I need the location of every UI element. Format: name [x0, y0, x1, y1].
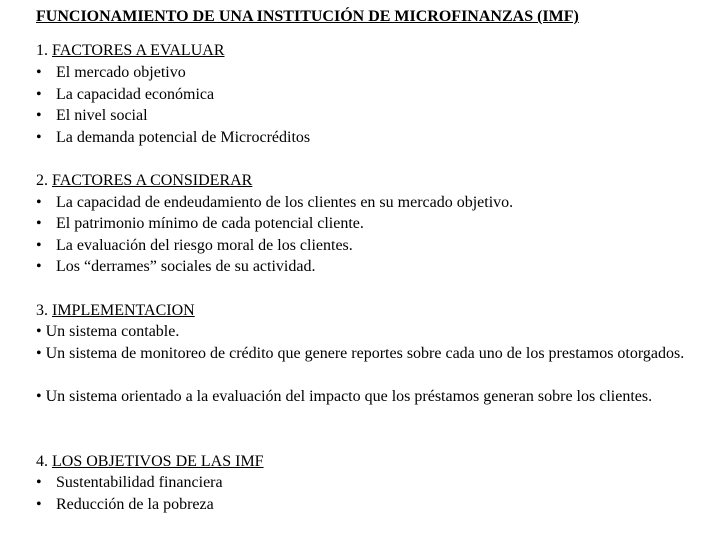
item-text: El patrimonio mínimo de cada potencial cliente.	[56, 215, 364, 232]
list-item	[36, 256, 315, 278]
section-number: 2.	[36, 172, 48, 189]
section-4-heading	[36, 451, 264, 473]
list-item	[36, 105, 148, 127]
item-text: Sustentabilidad financiera	[56, 474, 223, 491]
bullet-icon: •	[36, 258, 42, 275]
list-item	[36, 192, 513, 214]
list-item	[36, 84, 214, 106]
list-item	[36, 62, 186, 84]
item-text: Un sistema de monitoreo de crédito que genere reportes sobre cada uno de los prestamos otorgados.	[45, 345, 685, 362]
bullet-icon: •	[36, 388, 42, 405]
item-text: El nivel social	[56, 107, 148, 124]
item-text: Reducción de la pobreza	[56, 496, 214, 513]
section-2-heading	[36, 170, 252, 192]
item-text: Los “derrames” sociales de su actividad.	[56, 258, 316, 275]
section-title: LOS OBJETIVOS DE LAS IMF	[52, 453, 264, 470]
section-title: IMPLEMENTACION	[52, 302, 195, 319]
bullet-icon: •	[36, 237, 42, 254]
item-text: Un sistema contable.	[45, 323, 180, 340]
item-text: El mercado objetivo	[56, 64, 186, 81]
bullet-icon: •	[36, 107, 42, 124]
bullet-icon: •	[36, 496, 42, 513]
bullet-icon: •	[36, 194, 42, 211]
bullet-icon: •	[36, 215, 42, 232]
bullet-icon: •	[36, 323, 42, 340]
item-text: La capacidad de endeudamiento de los clientes en su mercado objetivo.	[56, 194, 514, 211]
bullet-icon: •	[36, 86, 42, 103]
list-item	[36, 386, 702, 408]
list-item	[36, 127, 310, 149]
list-item	[36, 472, 223, 494]
item-text: La evaluación del riesgo moral de los clientes.	[56, 237, 353, 254]
section-number: 1.	[36, 42, 48, 59]
section-title: FACTORES A CONSIDERAR	[52, 172, 253, 189]
list-item	[36, 213, 364, 235]
section-number: 4.	[36, 453, 48, 470]
section-title: FACTORES A EVALUAR	[52, 42, 225, 59]
section-number: 3.	[36, 302, 48, 319]
bullet-icon: •	[36, 129, 42, 146]
section-1-heading	[36, 40, 224, 62]
bullet-icon: •	[36, 474, 42, 491]
item-text: Un sistema orientado a la evaluación del impacto que los préstamos generan sobre los clientes.	[45, 388, 653, 405]
item-text: La capacidad económica	[56, 86, 215, 103]
section-3-heading	[36, 300, 209, 322]
list-item	[36, 343, 702, 365]
bullet-icon: •	[36, 64, 42, 81]
list-item	[36, 235, 353, 257]
item-text: La demanda potencial de Microcréditos	[56, 129, 311, 146]
bullet-icon: •	[36, 345, 42, 362]
document-title: FUNCIONAMIENTO DE UNA INSTITUCIÓN DE MICROFINANZAS (IMF)	[36, 8, 579, 25]
list-item	[36, 321, 702, 343]
list-item	[36, 494, 214, 516]
